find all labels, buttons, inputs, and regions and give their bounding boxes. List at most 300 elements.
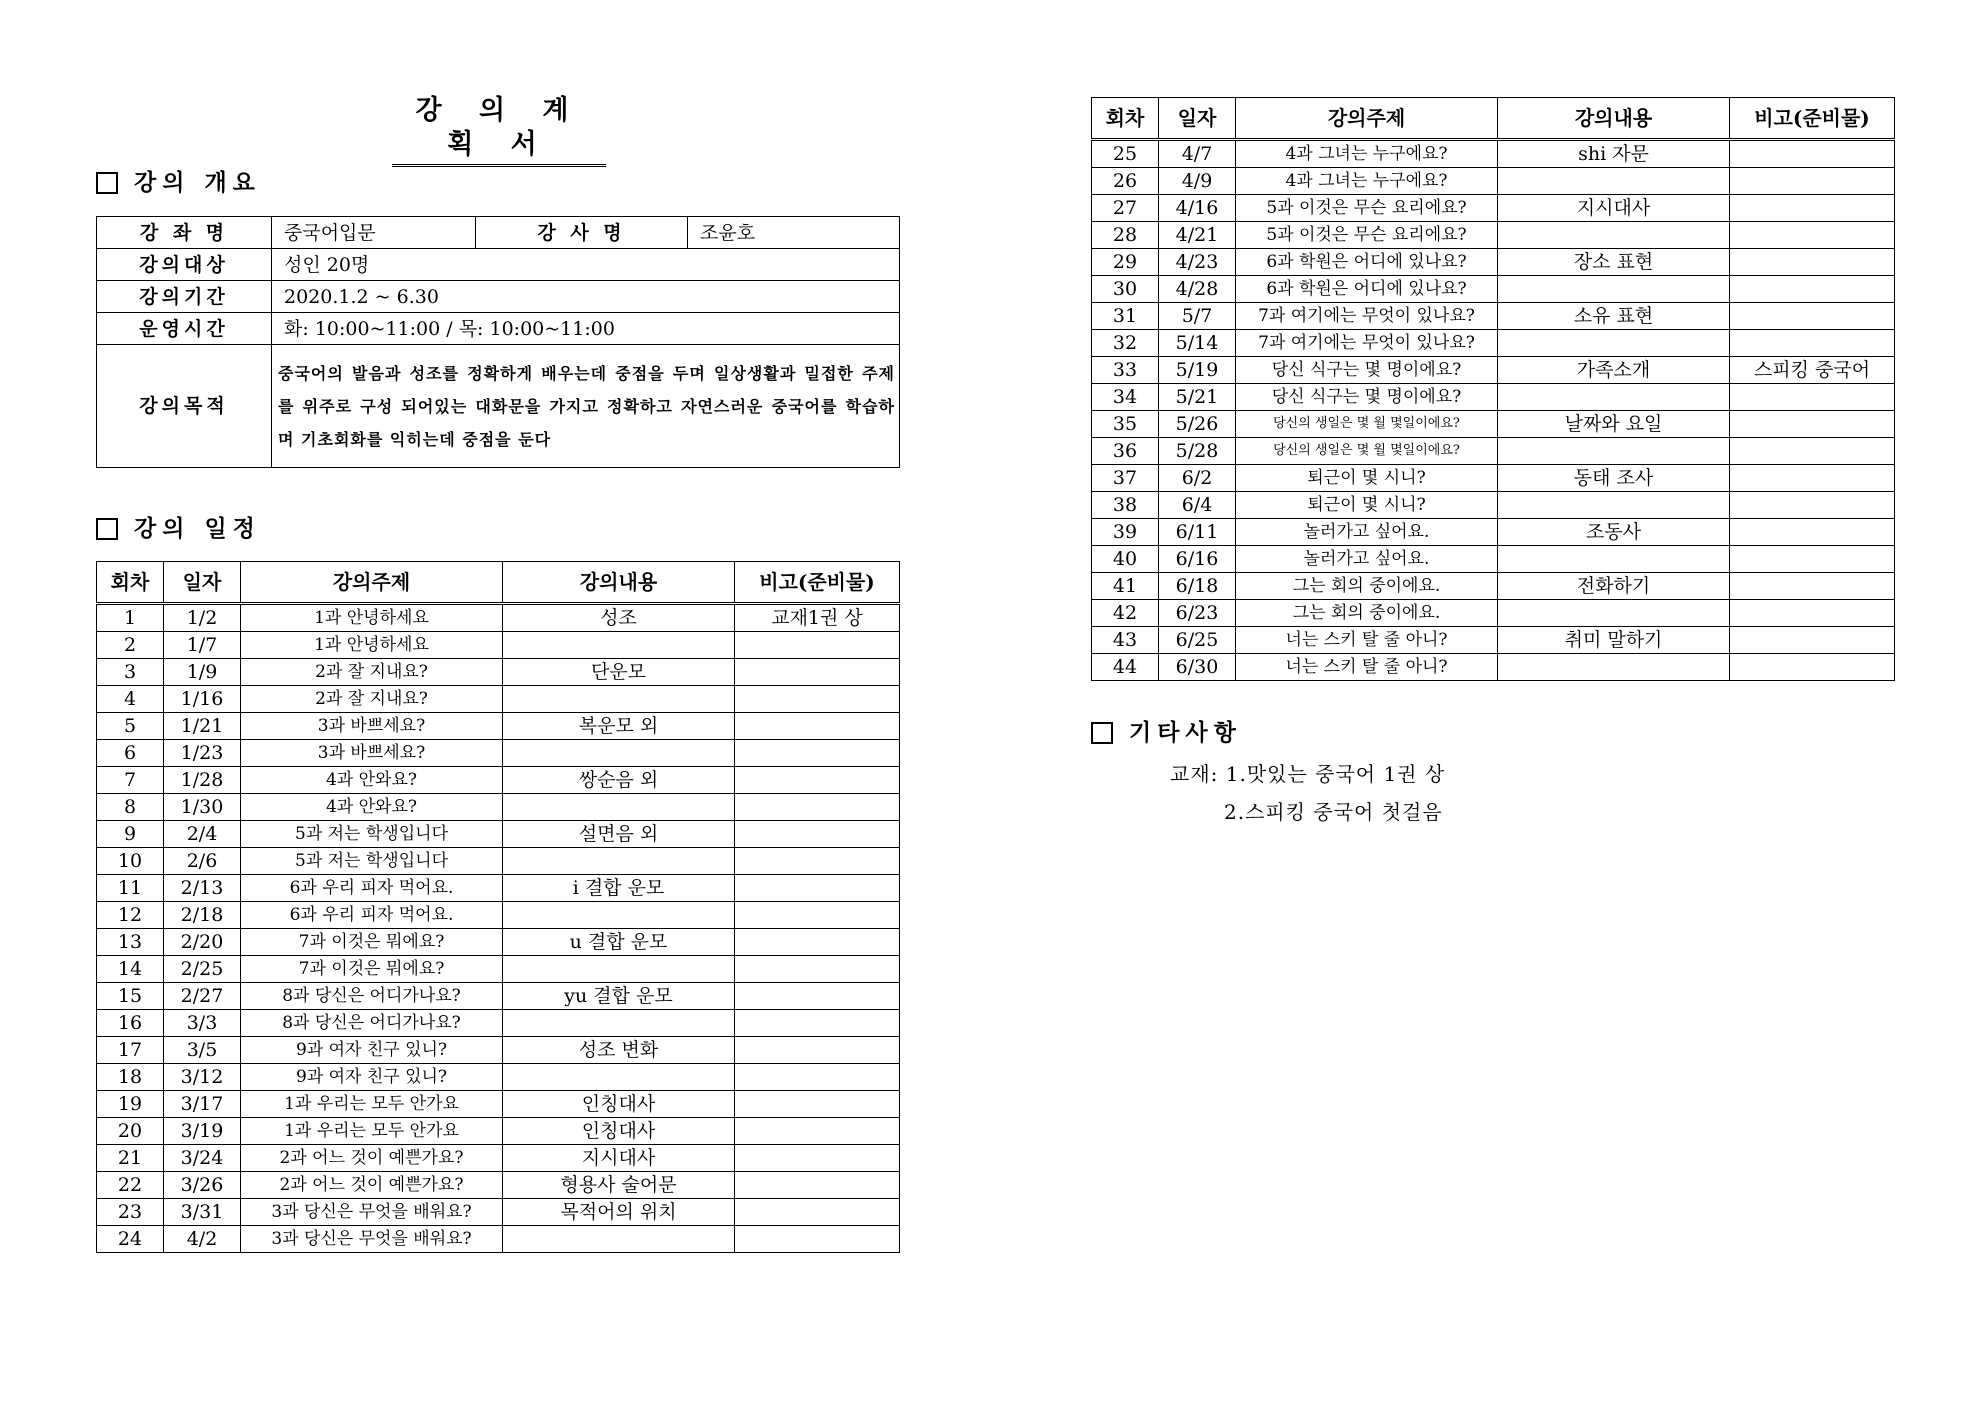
topic-cell: 7과 이것은 뭐에요?	[241, 956, 503, 983]
schedule-header-row	[1092, 98, 1895, 140]
table-row	[1092, 330, 1895, 357]
topic-cell: 3과 바쁘세요?	[241, 713, 503, 740]
session-cell: 33	[1092, 357, 1159, 384]
session-cell: 44	[1092, 654, 1159, 681]
session-cell: 3	[97, 659, 164, 686]
content-cell: 장소 표현	[1498, 249, 1730, 276]
session-cell: 40	[1092, 546, 1159, 573]
table-row	[1092, 276, 1895, 303]
notes-cell: 스피킹 중국어	[1730, 357, 1895, 384]
instructor-value: 조윤호	[688, 217, 900, 249]
date-cell: 6/23	[1159, 600, 1236, 627]
content-cell	[1498, 168, 1730, 195]
topic-cell: 6과 학원은 어디에 있나요?	[1236, 276, 1498, 303]
session-cell: 34	[1092, 384, 1159, 411]
topic-cell: 놀러가고 싶어요.	[1236, 546, 1498, 573]
date-cell: 2/25	[164, 956, 241, 983]
date-cell: 1/21	[164, 713, 241, 740]
content-cell: shi 자문	[1498, 140, 1730, 168]
period-label: 강의기간	[97, 281, 272, 313]
content-cell: 성조	[503, 604, 735, 632]
section-overview	[96, 168, 261, 198]
period-value: 2020.1.2 ~ 6.30	[272, 281, 900, 313]
date-cell: 4/28	[1159, 276, 1236, 303]
notes-cell	[1730, 140, 1895, 168]
table-row	[1092, 519, 1895, 546]
schedule-table-left	[96, 561, 900, 1253]
notes-cell	[1730, 465, 1895, 492]
table-row	[97, 794, 900, 821]
textbook-line-1: 교재: 1.맛있는 중국어 1권 상	[1170, 762, 1446, 786]
notes-cell	[735, 1172, 900, 1199]
content-cell	[1498, 438, 1730, 465]
content-cell	[1498, 546, 1730, 573]
table-row	[97, 1037, 900, 1064]
date-cell: 1/7	[164, 632, 241, 659]
topic-cell: 5과 이것은 무슨 요리에요?	[1236, 195, 1498, 222]
topic-cell: 4과 안와요?	[241, 794, 503, 821]
table-row	[97, 1064, 900, 1091]
notes-cell	[1730, 303, 1895, 330]
content-cell	[1498, 654, 1730, 681]
date-cell: 6/11	[1159, 519, 1236, 546]
topic-cell: 3과 바쁘세요?	[241, 740, 503, 767]
content-cell: 날짜와 요일	[1498, 411, 1730, 438]
notes-cell	[1730, 519, 1895, 546]
date-cell: 1/16	[164, 686, 241, 713]
topic-cell: 9과 여자 친구 있니?	[241, 1064, 503, 1091]
table-row	[97, 713, 900, 740]
table-row	[97, 1091, 900, 1118]
section-etc	[1091, 718, 1242, 748]
session-cell: 36	[1092, 438, 1159, 465]
topic-cell: 8과 당신은 어디가나요?	[241, 1010, 503, 1037]
session-cell: 27	[1092, 195, 1159, 222]
topic-cell: 당신 식구는 몇 명이에요?	[1236, 384, 1498, 411]
session-cell: 16	[97, 1010, 164, 1037]
topic-cell: 2과 잘 지내요?	[241, 686, 503, 713]
content-cell: 설면음 외	[503, 821, 735, 848]
table-row	[97, 875, 900, 902]
header-date: 일자	[1159, 98, 1236, 140]
topic-cell: 2과 어느 것이 예쁜가요?	[241, 1172, 503, 1199]
date-cell: 3/12	[164, 1064, 241, 1091]
header-topic: 강의주제	[1236, 98, 1498, 140]
date-cell: 6/18	[1159, 573, 1236, 600]
date-cell: 5/28	[1159, 438, 1236, 465]
date-cell: 4/9	[1159, 168, 1236, 195]
topic-cell: 너는 스키 탈 줄 아니?	[1236, 627, 1498, 654]
checkbox-icon	[1091, 722, 1113, 744]
content-cell: 인칭대사	[503, 1118, 735, 1145]
topic-cell: 너는 스키 탈 줄 아니?	[1236, 654, 1498, 681]
date-cell: 3/5	[164, 1037, 241, 1064]
checkbox-icon	[96, 518, 118, 540]
notes-cell	[735, 848, 900, 875]
topic-cell: 5과 저는 학생입니다	[241, 821, 503, 848]
topic-cell: 3과 당신은 무엇을 배워요?	[241, 1226, 503, 1253]
notes-cell	[735, 1145, 900, 1172]
notes-cell	[1730, 222, 1895, 249]
topic-cell: 4과 그녀는 누구에요?	[1236, 168, 1498, 195]
date-cell: 3/24	[164, 1145, 241, 1172]
notes-cell	[1730, 411, 1895, 438]
content-cell: 조동사	[1498, 519, 1730, 546]
date-cell: 6/16	[1159, 546, 1236, 573]
session-cell: 4	[97, 686, 164, 713]
table-row	[1092, 303, 1895, 330]
session-cell: 24	[97, 1226, 164, 1253]
table-row	[1092, 384, 1895, 411]
session-cell: 25	[1092, 140, 1159, 168]
content-cell	[1498, 276, 1730, 303]
content-cell	[1498, 600, 1730, 627]
content-cell: 인칭대사	[503, 1091, 735, 1118]
instructor-label: 강 사 명	[476, 217, 688, 249]
table-row	[97, 632, 900, 659]
table-row	[97, 1226, 900, 1253]
course-value: 중국어입문	[272, 217, 476, 249]
date-cell: 3/31	[164, 1199, 241, 1226]
date-cell: 2/13	[164, 875, 241, 902]
session-cell: 23	[97, 1199, 164, 1226]
date-cell: 5/26	[1159, 411, 1236, 438]
content-cell: 취미 말하기	[1498, 627, 1730, 654]
table-row	[1092, 222, 1895, 249]
content-cell: i 결합 운모	[503, 875, 735, 902]
table-row	[97, 821, 900, 848]
table-row	[97, 902, 900, 929]
notes-cell	[1730, 384, 1895, 411]
header-notes: 비고(준비물)	[1730, 98, 1895, 140]
topic-cell: 퇴근이 몇 시니?	[1236, 492, 1498, 519]
page-title: 강 의 계 획 서	[392, 94, 606, 167]
topic-cell: 7과 여기에는 무엇이 있나요?	[1236, 330, 1498, 357]
notes-cell	[735, 740, 900, 767]
table-row	[97, 1118, 900, 1145]
date-cell: 2/18	[164, 902, 241, 929]
date-cell: 2/6	[164, 848, 241, 875]
table-row	[1092, 168, 1895, 195]
header-content: 강의내용	[503, 562, 735, 604]
session-cell: 2	[97, 632, 164, 659]
date-cell: 3/26	[164, 1172, 241, 1199]
session-cell: 37	[1092, 465, 1159, 492]
purpose-value: 중국어의 발음과 성조를 정확하게 배우는데 중점을 두며 일상생활과 밀접한 주제를 위주로 구성 되어있는 대화문을 가지고 정확하고 자연스러운 중국어를 학습하며 기초회화를 익히는데 중점을 둔다	[272, 345, 900, 468]
table-row	[1092, 492, 1895, 519]
content-cell: 복운모 외	[503, 713, 735, 740]
content-cell	[503, 632, 735, 659]
notes-cell	[735, 1199, 900, 1226]
table-row	[1092, 627, 1895, 654]
content-cell: 동태 조사	[1498, 465, 1730, 492]
content-cell: 형용사 술어문	[503, 1172, 735, 1199]
notes-cell	[735, 983, 900, 1010]
session-cell: 6	[97, 740, 164, 767]
checkbox-icon	[96, 172, 118, 194]
notes-cell	[1730, 195, 1895, 222]
notes-cell	[1730, 249, 1895, 276]
content-cell: 지시대사	[1498, 195, 1730, 222]
date-cell: 6/25	[1159, 627, 1236, 654]
session-cell: 39	[1092, 519, 1159, 546]
header-session: 회차	[1092, 98, 1159, 140]
notes-cell	[735, 686, 900, 713]
topic-cell: 3과 당신은 무엇을 배워요?	[241, 1199, 503, 1226]
topic-cell: 1과 안녕하세요	[241, 604, 503, 632]
table-row	[97, 983, 900, 1010]
session-cell: 20	[97, 1118, 164, 1145]
topic-cell: 그는 회의 중이에요.	[1236, 573, 1498, 600]
date-cell: 3/3	[164, 1010, 241, 1037]
schedule-table-right	[1091, 97, 1895, 681]
notes-cell	[735, 767, 900, 794]
table-row	[97, 604, 900, 632]
notes-cell	[1730, 438, 1895, 465]
content-cell	[503, 1064, 735, 1091]
topic-cell: 9과 여자 친구 있니?	[241, 1037, 503, 1064]
overview-table	[96, 216, 900, 468]
date-cell: 1/28	[164, 767, 241, 794]
table-row	[97, 1172, 900, 1199]
date-cell: 5/21	[1159, 384, 1236, 411]
session-cell: 29	[1092, 249, 1159, 276]
course-label: 강 좌 명	[97, 217, 272, 249]
table-row	[1092, 249, 1895, 276]
topic-cell: 당신의 생일은 몇 월 몇일이에요?	[1236, 411, 1498, 438]
notes-cell: 교재1권 상	[735, 604, 900, 632]
notes-cell	[735, 794, 900, 821]
notes-cell	[735, 1010, 900, 1037]
notes-cell	[735, 632, 900, 659]
content-cell: yu 결합 운모	[503, 983, 735, 1010]
session-cell: 35	[1092, 411, 1159, 438]
table-row	[1092, 600, 1895, 627]
date-cell: 1/23	[164, 740, 241, 767]
topic-cell: 5과 이것은 무슨 요리에요?	[1236, 222, 1498, 249]
content-cell	[503, 794, 735, 821]
notes-cell	[735, 1037, 900, 1064]
topic-cell: 1과 우리는 모두 안가요	[241, 1118, 503, 1145]
content-cell: 성조 변화	[503, 1037, 735, 1064]
content-cell: 목적어의 위치	[503, 1199, 735, 1226]
table-row	[1092, 357, 1895, 384]
table-row	[97, 929, 900, 956]
topic-cell: 7과 여기에는 무엇이 있나요?	[1236, 303, 1498, 330]
session-cell: 18	[97, 1064, 164, 1091]
table-row	[97, 767, 900, 794]
content-cell	[503, 848, 735, 875]
notes-cell	[1730, 573, 1895, 600]
date-cell: 4/7	[1159, 140, 1236, 168]
table-row	[97, 956, 900, 983]
date-cell: 1/9	[164, 659, 241, 686]
topic-cell: 6과 우리 피자 먹어요.	[241, 902, 503, 929]
notes-cell	[735, 1118, 900, 1145]
notes-cell	[735, 956, 900, 983]
table-row	[1092, 411, 1895, 438]
topic-cell: 7과 이것은 뭐에요?	[241, 929, 503, 956]
table-row	[97, 848, 900, 875]
notes-cell	[1730, 600, 1895, 627]
topic-cell: 당신 식구는 몇 명이에요?	[1236, 357, 1498, 384]
session-cell: 9	[97, 821, 164, 848]
session-cell: 8	[97, 794, 164, 821]
schedule-header-row	[97, 562, 900, 604]
hours-label: 운영시간	[97, 313, 272, 345]
table-row	[97, 1199, 900, 1226]
content-cell	[503, 740, 735, 767]
session-cell: 31	[1092, 303, 1159, 330]
content-cell: 지시대사	[503, 1145, 735, 1172]
content-cell	[1498, 384, 1730, 411]
notes-cell	[1730, 654, 1895, 681]
notes-cell	[1730, 627, 1895, 654]
content-cell	[503, 686, 735, 713]
notes-cell	[1730, 330, 1895, 357]
session-cell: 42	[1092, 600, 1159, 627]
date-cell: 4/23	[1159, 249, 1236, 276]
date-cell: 1/2	[164, 604, 241, 632]
topic-cell: 2과 어느 것이 예쁜가요?	[241, 1145, 503, 1172]
session-cell: 10	[97, 848, 164, 875]
session-cell: 26	[1092, 168, 1159, 195]
content-cell: 소유 표현	[1498, 303, 1730, 330]
target-value: 성인 20명	[272, 249, 900, 281]
session-cell: 32	[1092, 330, 1159, 357]
notes-cell	[735, 821, 900, 848]
table-row	[97, 659, 900, 686]
section-schedule-label: 강의 일정	[134, 515, 261, 542]
notes-cell	[1730, 276, 1895, 303]
session-cell: 14	[97, 956, 164, 983]
topic-cell: 놀러가고 싶어요.	[1236, 519, 1498, 546]
topic-cell: 2과 잘 지내요?	[241, 659, 503, 686]
date-cell: 6/30	[1159, 654, 1236, 681]
session-cell: 17	[97, 1037, 164, 1064]
header-content: 강의내용	[1498, 98, 1730, 140]
notes-cell	[735, 902, 900, 929]
session-cell: 5	[97, 713, 164, 740]
session-cell: 11	[97, 875, 164, 902]
notes-cell	[735, 1064, 900, 1091]
topic-cell: 당신의 생일은 몇 월 몇일이에요?	[1236, 438, 1498, 465]
date-cell: 4/16	[1159, 195, 1236, 222]
date-cell: 6/2	[1159, 465, 1236, 492]
session-cell: 38	[1092, 492, 1159, 519]
table-row	[1092, 438, 1895, 465]
content-cell: 단운모	[503, 659, 735, 686]
table-row	[97, 686, 900, 713]
content-cell: 쌍순음 외	[503, 767, 735, 794]
session-cell: 43	[1092, 627, 1159, 654]
content-cell	[1498, 222, 1730, 249]
section-schedule	[96, 514, 261, 544]
content-cell: 전화하기	[1498, 573, 1730, 600]
session-cell: 13	[97, 929, 164, 956]
date-cell: 4/21	[1159, 222, 1236, 249]
topic-cell: 4과 그녀는 누구에요?	[1236, 140, 1498, 168]
content-cell	[1498, 330, 1730, 357]
content-cell	[1498, 492, 1730, 519]
session-cell: 22	[97, 1172, 164, 1199]
date-cell: 6/4	[1159, 492, 1236, 519]
content-cell	[503, 1010, 735, 1037]
target-label: 강의대상	[97, 249, 272, 281]
table-row	[97, 740, 900, 767]
session-cell: 7	[97, 767, 164, 794]
notes-cell	[1730, 492, 1895, 519]
session-cell: 30	[1092, 276, 1159, 303]
session-cell: 21	[97, 1145, 164, 1172]
section-etc-label: 기타사항	[1129, 719, 1242, 746]
purpose-label: 강의목적	[97, 345, 272, 468]
table-row	[1092, 654, 1895, 681]
topic-cell: 6과 학원은 어디에 있나요?	[1236, 249, 1498, 276]
table-row	[1092, 465, 1895, 492]
date-cell: 2/27	[164, 983, 241, 1010]
header-session: 회차	[97, 562, 164, 604]
topic-cell: 그는 회의 중이에요.	[1236, 600, 1498, 627]
content-cell	[503, 1226, 735, 1253]
date-cell: 3/19	[164, 1118, 241, 1145]
header-topic: 강의주제	[241, 562, 503, 604]
topic-cell: 퇴근이 몇 시니?	[1236, 465, 1498, 492]
date-cell: 5/14	[1159, 330, 1236, 357]
date-cell: 2/20	[164, 929, 241, 956]
header-notes: 비고(준비물)	[735, 562, 900, 604]
topic-cell: 6과 우리 피자 먹어요.	[241, 875, 503, 902]
date-cell: 2/4	[164, 821, 241, 848]
table-row	[1092, 573, 1895, 600]
session-cell: 1	[97, 604, 164, 632]
notes-cell	[735, 1226, 900, 1253]
table-row	[97, 1145, 900, 1172]
date-cell: 5/7	[1159, 303, 1236, 330]
topic-cell: 8과 당신은 어디가나요?	[241, 983, 503, 1010]
session-cell: 15	[97, 983, 164, 1010]
table-row	[97, 1010, 900, 1037]
session-cell: 12	[97, 902, 164, 929]
date-cell: 3/17	[164, 1091, 241, 1118]
table-row	[1092, 195, 1895, 222]
content-cell: u 결합 운모	[503, 929, 735, 956]
table-row	[1092, 140, 1895, 168]
session-cell: 41	[1092, 573, 1159, 600]
topic-cell: 1과 우리는 모두 안가요	[241, 1091, 503, 1118]
header-date: 일자	[164, 562, 241, 604]
table-row	[1092, 546, 1895, 573]
notes-cell	[735, 713, 900, 740]
content-cell: 가족소개	[1498, 357, 1730, 384]
session-cell: 28	[1092, 222, 1159, 249]
notes-cell	[735, 659, 900, 686]
section-overview-label: 강의 개요	[134, 169, 261, 196]
content-cell	[503, 902, 735, 929]
date-cell: 1/30	[164, 794, 241, 821]
hours-value: 화: 10:00~11:00 / 목: 10:00~11:00	[272, 313, 900, 345]
notes-cell	[1730, 168, 1895, 195]
date-cell: 5/19	[1159, 357, 1236, 384]
notes-cell	[735, 1091, 900, 1118]
topic-cell: 4과 안와요?	[241, 767, 503, 794]
topic-cell: 5과 저는 학생입니다	[241, 848, 503, 875]
session-cell: 19	[97, 1091, 164, 1118]
notes-cell	[1730, 546, 1895, 573]
notes-cell	[735, 875, 900, 902]
textbook-line-2: 2.스피킹 중국어 첫걸음	[1224, 800, 1443, 824]
topic-cell: 1과 안녕하세요	[241, 632, 503, 659]
